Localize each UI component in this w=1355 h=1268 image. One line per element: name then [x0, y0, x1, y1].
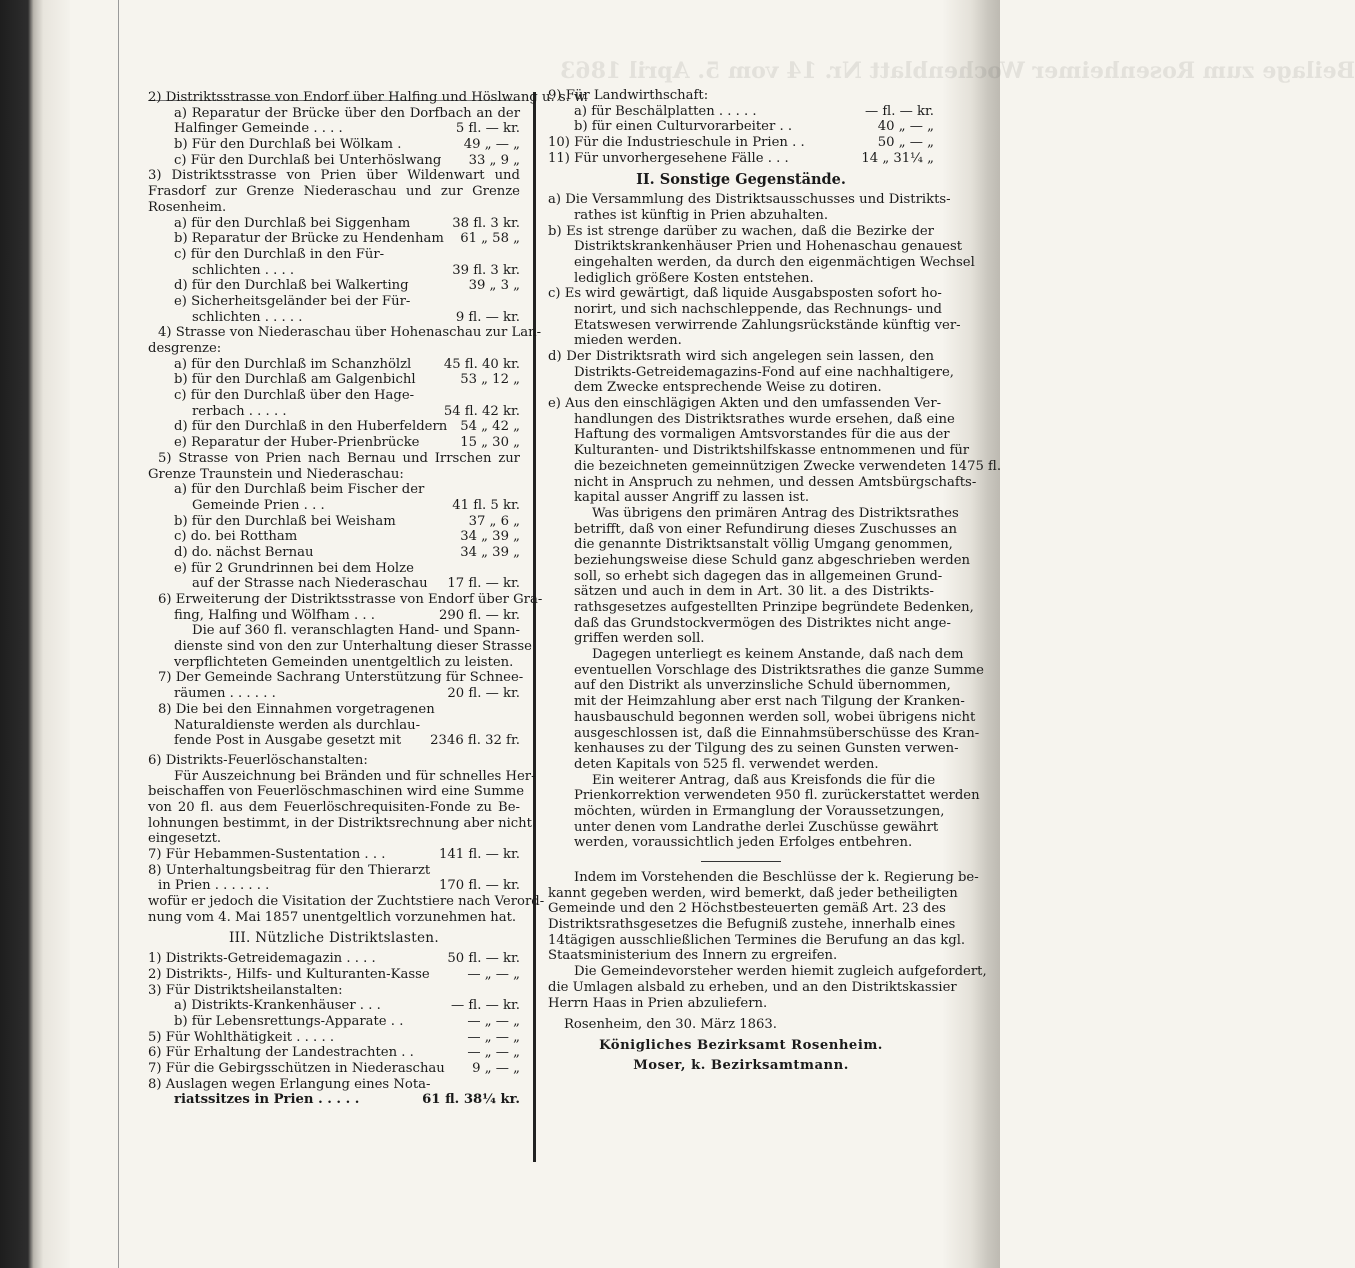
- line-text: 7) Der Gemeinde Sachrang Unterstützung für Schnee-: [158, 670, 524, 686]
- right-line: [548, 835, 934, 851]
- line-text: norirt, und sich nachschleppende, das Rechnungs- und: [574, 301, 942, 317]
- amount: 15 „ 30 „: [460, 435, 520, 451]
- line-text: 11) Für unvorhergesehene Fälle . . .: [548, 150, 789, 166]
- left-line: [148, 467, 520, 483]
- amount: 39 „ 3 „: [468, 278, 520, 294]
- right-line: [548, 380, 934, 396]
- line-text: 1) Distrikts-Getreidemagazin . . . .: [148, 951, 376, 967]
- line-text: Prienkorrektion verwendeten 950 fl. zurückerstattet werden: [574, 788, 980, 804]
- right-line: [548, 662, 984, 679]
- line-text: die genannte Distriktsanstalt völlig Umgang genommen,: [574, 537, 953, 553]
- left-line: [148, 341, 520, 357]
- left-line: [148, 482, 520, 498]
- amount: 5 fl. — kr.: [455, 121, 520, 137]
- right-line: [548, 631, 934, 647]
- line-text: fende Post in Ausgabe gesetzt mit: [174, 733, 402, 749]
- closing-paragraph: [548, 870, 987, 1011]
- line-text: kenhauses zu der Tilgung des zu seinen Gunsten verwen-: [574, 741, 959, 757]
- line-text: d) für den Durchlaß bei Walkerting: [174, 278, 409, 294]
- line-text: schlichten . . . .: [192, 262, 295, 278]
- line-text: 7) Für die Gebirgsschützen in Niederaschau: [148, 1060, 445, 1076]
- right-paragraphs: [548, 192, 1002, 851]
- line-text: beziehungsweise diese Schuld ganz abgeschrieben werden: [574, 552, 970, 568]
- amount: 37 „ 6 „: [468, 513, 520, 529]
- right-line: [548, 678, 951, 694]
- line-text: hausbauschuld begonnen werden soll, wobei übrigens nicht: [574, 709, 976, 725]
- line-text: beischaffen von Feuerlöschmaschinen wird eine Summe: [148, 784, 525, 800]
- issuing-office: Königliches Bezirksamt Rosenheim.: [599, 1037, 883, 1053]
- left-line: [148, 529, 520, 545]
- closing-line: [548, 964, 987, 980]
- line-text: Distrikts-Getreidemagazins-Fond auf eine nachhaltigere,: [574, 364, 954, 380]
- line-text: lediglich größere Kosten entstehen.: [574, 270, 814, 286]
- left-line: [148, 623, 520, 639]
- left2-line: [148, 983, 520, 999]
- line-text: Naturaldienste werden als durchlau-: [174, 717, 421, 733]
- line-text: kapital ausser Angriff zu lassen ist.: [574, 490, 810, 506]
- left-line: [148, 655, 520, 671]
- line-text: 8) Unterhaltungsbeitrag für den Thierarzt: [148, 862, 431, 878]
- line-text: c) für den Durchlaß in den Für-: [174, 246, 385, 262]
- left-line: [148, 733, 520, 749]
- line-text: Halfinger Gemeinde . . . .: [174, 121, 343, 137]
- left-line: [148, 686, 520, 702]
- left-line: [148, 435, 520, 451]
- left-line: [148, 894, 545, 910]
- right-line: [548, 615, 951, 632]
- line-text: lohnungen bestimmt, in der Distriktsrechnung aber nicht: [148, 815, 532, 831]
- line-text: 7) Für Hebammen-Sustentation . . .: [148, 847, 386, 862]
- right-line: [548, 443, 970, 459]
- left-line: [148, 294, 520, 310]
- left-line: [148, 514, 520, 530]
- left-line: [148, 263, 520, 279]
- line-text: a) für den Durchlaß im Schanzhölzl: [174, 356, 412, 372]
- left-line: [148, 910, 520, 926]
- right-line: [548, 192, 951, 208]
- right-line: [548, 286, 942, 302]
- line-text: deten Kapitals von 525 fl. verwendet werden.: [574, 756, 879, 772]
- line-text: a) Reparatur der Brücke über den Dorfbach an der: [174, 105, 520, 121]
- amount: — „ — „: [467, 1013, 520, 1029]
- line-text: von 20 fl. aus dem Feuerlöschrequisiten-Fonde zu Be-: [148, 799, 520, 815]
- line-text: d) Der Distriktsrath wird sich angelegen sein lassen, den: [548, 349, 934, 365]
- line-text: verpflichteten Gemeinden unentgeltlich zu leisten.: [174, 654, 514, 670]
- line-text: 6) Distrikts-Feuerlöschanstalten:: [148, 752, 368, 768]
- right-line: [548, 239, 963, 255]
- right-line: [548, 349, 934, 365]
- right-top-entries: [548, 88, 934, 166]
- amount: 54 „ 42 „: [460, 419, 520, 435]
- line-text: wofür er jedoch die Visitation der Zuchtstiere nach Verord-: [148, 894, 545, 910]
- line-text: 5) Strasse von Prien nach Bernau und Irrschen zur: [158, 450, 520, 466]
- line-text: Etatswesen verwirrende Zahlungsrückstände künftig ver-: [574, 317, 961, 333]
- amount: 53 „ 12 „: [460, 372, 520, 388]
- right-line: [548, 490, 934, 506]
- gutter-line: [118, 0, 119, 1268]
- right-line: [548, 427, 950, 443]
- bleed-through-header: Beilage zum Rosenheimer Wochenblatt Nr. 14 vom 5. April 1863: [560, 58, 1355, 84]
- line-text: b) Es ist strenge darüber zu wachen, daß die Bezirke der: [548, 223, 934, 239]
- line-text: dem Zwecke entsprechende Weise zu dotiren.: [574, 380, 882, 396]
- amount: 34 „ 39 „: [460, 529, 520, 545]
- right-line: [548, 819, 939, 836]
- line-text: 5) Für Wohlthätigkeit . . . . .: [148, 1029, 335, 1045]
- line-text: handlungen des Distriktsrathes wurde ersehen, daß eine: [574, 411, 955, 427]
- line-text: c) Es wird gewärtigt, daß liquide Ausgabsposten sofort ho-: [548, 286, 942, 302]
- amount: 20 fl. — kr.: [447, 686, 520, 702]
- amount: 39 fl. 3 kr.: [452, 262, 520, 278]
- closing-line: [548, 979, 957, 996]
- left-line: [148, 498, 520, 514]
- left-line: [148, 372, 520, 388]
- right-line: [548, 458, 1002, 475]
- line-text: eingesetzt.: [148, 831, 222, 847]
- line-text: desgrenze:: [148, 341, 222, 356]
- line-text: werden, voraussichtlich jeden Erfolges entbehren.: [574, 835, 913, 851]
- left-line: [148, 784, 525, 800]
- line-text: rathes ist künftig in Prien abzuhalten.: [574, 207, 829, 223]
- right-line: [548, 396, 942, 412]
- left-line: [148, 800, 520, 816]
- left-line: [148, 863, 520, 879]
- left-line: [148, 168, 520, 184]
- left-line: [148, 753, 520, 769]
- left-line: [148, 310, 520, 326]
- line-text: betrifft, daß von einer Refundirung dieses Zuschusses an: [574, 521, 957, 537]
- line-text: Kulturanten- und Distriktshilfskasse entnommenen und für: [574, 443, 970, 459]
- line-text: in Prien . . . . . . .: [158, 878, 270, 894]
- closing-line: [548, 996, 934, 1012]
- page-edge-shadow: [942, 0, 1000, 1268]
- closing-line: [548, 885, 958, 902]
- left2-line: [148, 1014, 520, 1030]
- line-text: möchten, würden in Ermanglung der Voraussetzungen,: [574, 803, 945, 819]
- left-line: [148, 768, 536, 785]
- section-heading-nuetzliche: III. Nützliche Distriktslasten.: [229, 930, 439, 947]
- line-text: die bezeichneten gemeinnützigen Zwecke verwendeten 1475 fl.: [574, 458, 1002, 474]
- left2-line: [148, 951, 520, 967]
- separator-rule: [701, 861, 781, 862]
- right-line: [548, 333, 934, 349]
- left-line: [148, 121, 520, 137]
- line-text: nung vom 4. Mai 1857 unentgeltlich vorzunehmen hat.: [148, 909, 517, 925]
- left-line: [148, 847, 520, 863]
- line-text: mieden werden.: [574, 333, 682, 349]
- line-text: Herrn Haas in Prien abzuliefern.: [548, 995, 768, 1011]
- amount: 2346 fl. 32 fr.: [430, 733, 520, 749]
- line-text: schlichten . . . . .: [192, 309, 303, 325]
- line-text: mit der Heimzahlung aber erst nach Tilgung der Kranken-: [574, 694, 965, 710]
- right-line: [548, 208, 934, 224]
- amount: 141 fl. — kr.: [439, 847, 520, 862]
- line-text: b) Für den Durchlaß bei Wölkam .: [174, 137, 402, 153]
- date-line: Rosenheim, den 30. März 1863.: [564, 1017, 777, 1033]
- line-text: 2) Distrikts-, Hilfs- und Kulturanten-Kasse: [148, 966, 430, 982]
- line-text: d) für den Durchlaß in den Huberfeldern: [174, 419, 448, 435]
- line-text: eingehalten werden, da durch den eigenmächtigen Wechsel: [574, 254, 975, 270]
- line-text: Die auf 360 fl. veranschlagten Hand- und Spann-: [192, 623, 520, 639]
- left-line: [148, 608, 520, 624]
- line-text: c) do. bei Rottham: [174, 529, 298, 545]
- left-line: [148, 357, 520, 373]
- line-text: 10) Für die Industrieschule in Prien . .: [548, 135, 805, 151]
- left-column: [148, 90, 588, 1108]
- line-text: Haftung des vormaligen Amtsvorstandes für die aus der: [574, 427, 950, 443]
- line-text: eventuellen Vorschlage des Distriktsrathes die ganze Summe: [574, 662, 984, 678]
- left-line: [148, 184, 520, 200]
- left-line: [148, 325, 542, 341]
- line-text: Indem im Vorstehenden die Beschlüsse der k. Regierung be-: [574, 870, 979, 886]
- amount: 45 fl. 40 kr.: [443, 356, 520, 372]
- left2-line: [148, 998, 520, 1014]
- line-text: 9) Für Landwirthschaft:: [548, 88, 709, 103]
- amount: — fl. — kr.: [451, 998, 520, 1014]
- left-line: [148, 451, 520, 467]
- line-text: 6) Für Erhaltung der Landestrachten . .: [148, 1045, 414, 1061]
- closing-line: [548, 917, 956, 933]
- line-text: e) Reparatur der Huber-Prienbrücke: [174, 435, 420, 451]
- left-line: [148, 90, 588, 106]
- line-text: rathsgesetzes aufgestellten Prinzipe begründete Bedenken,: [574, 600, 974, 616]
- line-text: 3) Für Distriktsheilanstalten:: [148, 982, 343, 998]
- book-spine-shadow: [0, 0, 70, 1268]
- line-text: c) Für den Durchlaß bei Unterhöslwang: [174, 152, 442, 168]
- right-line: [548, 474, 977, 491]
- left-line: [148, 153, 520, 169]
- left-line: [148, 639, 532, 655]
- line-text: sätzen und auch in dem in Art. 30 lit. a des Distrikts-: [574, 584, 934, 600]
- amount: 33 „ 9 „: [468, 152, 520, 168]
- right-line: [548, 584, 934, 600]
- left-line: [148, 592, 543, 608]
- left-line: [148, 419, 520, 435]
- line-text: a) für den Durchlaß bei Siggenham: [174, 215, 411, 231]
- right-line: [548, 521, 957, 538]
- left-line: [148, 200, 520, 216]
- left-line: [148, 216, 520, 232]
- line-text: Ein weiterer Antrag, daß aus Kreisfonds die für die: [592, 772, 936, 788]
- line-text: räumen . . . . . .: [174, 686, 276, 702]
- line-text: auf den Distrikt als unverzinsliche Schuld übernommen,: [574, 678, 951, 694]
- right-line: [548, 537, 953, 553]
- line-text: daß das Grundstockvermögen des Distriktes nicht ange-: [574, 615, 951, 631]
- amount: 290 fl. — kr.: [439, 607, 520, 623]
- closing-line: [548, 932, 966, 949]
- left-line: [148, 545, 520, 561]
- left-line: [148, 231, 520, 247]
- left-line: [148, 388, 520, 404]
- line-text: rerbach . . . . .: [192, 403, 287, 419]
- amount: 40 „ — „: [877, 119, 934, 135]
- line-text: 8) Die bei den Einnahmen vorgetragenen: [158, 701, 435, 717]
- line-text: Staatsministerium des Innern zu ergreifen.: [548, 948, 838, 964]
- line-text: Frasdorf zur Grenze Niederaschau und zur Grenze: [148, 184, 520, 200]
- line-text: riatssitzes in Prien . . . . .: [174, 1092, 360, 1108]
- line-text: a) für Beschälplatten . . . . .: [574, 103, 757, 119]
- left-line: [148, 815, 532, 832]
- line-text: Was übrigens den primären Antrag des Distriktsrathes: [592, 505, 959, 521]
- left2-line: [148, 1092, 520, 1108]
- column-divider: [533, 92, 536, 1162]
- amount: — „ — „: [467, 966, 520, 982]
- left-line: [148, 670, 524, 686]
- line-text: e) Aus den einschlägigen Akten und den umfassenden Ver-: [548, 396, 942, 412]
- amount: 50 „ — „: [877, 135, 934, 151]
- left-line: [148, 404, 520, 420]
- right-line: [548, 317, 961, 334]
- amount: 9 fl. — kr.: [455, 309, 520, 325]
- amount: 17 fl. — kr.: [447, 576, 520, 592]
- line-text: b) für den Durchlaß am Galgenbichl: [174, 372, 416, 388]
- right-line: [548, 773, 934, 789]
- line-text: a) Die Versammlung des Distriktsausschusses und Distrikts-: [548, 192, 951, 208]
- line-text: 6) Erweiterung der Distriktsstrasse von Endorf über Gra-: [158, 592, 543, 607]
- section-heading-sonstige: II. Sonstige Gegenstände.: [636, 171, 846, 189]
- left2-line: [148, 967, 520, 983]
- left-line: [148, 561, 520, 577]
- line-text: 4) Strasse von Niederaschau über Hohenaschau zur Lan-: [158, 325, 542, 341]
- line-text: ausgeschlossen ist, daß die Einnahmsüberschüsse des Kran-: [574, 725, 980, 741]
- right-line: [548, 709, 976, 726]
- right-line: [548, 364, 954, 381]
- left-line: [148, 278, 520, 294]
- line-text: b) für einen Culturvorarbeiter . .: [574, 119, 793, 135]
- line-text: kannt gegeben werden, wird bemerkt, daß jeder betheiligten: [548, 885, 958, 901]
- line-text: unter denen vom Landrathe derlei Zuschüsse gewährt: [574, 819, 939, 835]
- amount: 61 „ 58 „: [460, 231, 520, 247]
- right_top-line: [548, 88, 934, 104]
- left-line: [148, 137, 520, 153]
- closing-line: [548, 901, 946, 917]
- line-text: soll, so erhebt sich dagegen das in allgemeinen Grund-: [574, 568, 943, 584]
- line-text: 2) Distriktsstrasse von Endorf über Halfing und Höslwang u. s. w.: [148, 90, 588, 105]
- amount: 41 fl. 5 kr.: [452, 497, 520, 513]
- line-text: b) Reparatur der Brücke zu Hendenham: [174, 231, 444, 247]
- line-text: 14tägigen ausschließlichen Termines die Berufung an das kgl.: [548, 932, 966, 948]
- line-text: Gemeinde Prien . . .: [192, 497, 325, 513]
- line-text: nicht in Anspruch zu nehmen, und dessen Amtsbürgschafts-: [574, 474, 977, 490]
- right-line: [548, 694, 965, 710]
- line-text: Die Gemeindevorsteher werden hiemit zugleich aufgefordert,: [574, 964, 987, 980]
- left-line: [148, 702, 520, 718]
- left-entries: [148, 90, 588, 925]
- closing-line: [548, 948, 934, 964]
- right_top-line: [548, 135, 934, 151]
- line-text: Distriktskrankenhäuser Prien und Hohenaschau genauest: [574, 239, 963, 255]
- right-line: [548, 757, 934, 773]
- right-line: [548, 301, 942, 318]
- right_top-line: [548, 119, 934, 135]
- line-text: a) für den Durchlaß beim Fischer der: [174, 482, 425, 498]
- line-text: a) Distrikts-Krankenhäuser . . .: [174, 998, 381, 1014]
- amount: — „ — „: [467, 1029, 520, 1045]
- right-column: [548, 88, 1002, 1073]
- left2-line: [148, 1045, 520, 1061]
- right_top-line: [548, 151, 934, 167]
- right-line: [548, 725, 980, 742]
- amount: — „ — „: [467, 1045, 520, 1061]
- right-line: [548, 788, 980, 804]
- line-text: e) für 2 Grundrinnen bei dem Holze: [174, 560, 414, 576]
- line-text: Dagegen unterliegt es keinem Anstande, daß nach dem: [592, 647, 964, 663]
- left2-line: [148, 1077, 520, 1093]
- line-text: Grenze Traunstein und Niederaschau:: [148, 466, 404, 482]
- amount: 170 fl. — kr.: [439, 878, 520, 894]
- line-text: Gemeinde und den 2 Höchstbesteuerten gemäß Art. 23 des: [548, 901, 946, 917]
- right-line: [548, 568, 943, 585]
- right-line: [548, 552, 970, 569]
- amount: 54 fl. 42 kr.: [443, 403, 520, 419]
- left-nuetzliche-entries: [148, 951, 520, 1108]
- amount: 38 fl. 3 kr.: [452, 215, 520, 231]
- line-text: fing, Halfing und Wölfham . . .: [174, 607, 375, 623]
- line-text: b) für Lebensrettungs-Apparate . .: [174, 1013, 404, 1029]
- left-line: [148, 831, 520, 847]
- line-text: Distriktsrathsgesetzes die Befugniß zustehe, innerhalb eines: [548, 917, 956, 933]
- right-line: [548, 803, 945, 820]
- amount: 14 „ 31¼ „: [861, 150, 934, 166]
- line-text: e) Sicherheitsgeländer bei der Für-: [174, 293, 411, 309]
- line-text: 3) Distriktsstrasse von Prien über Wildenwart und: [148, 168, 520, 184]
- right-line: [548, 505, 959, 522]
- right-line: [548, 254, 975, 271]
- left-line: [148, 247, 520, 263]
- left-line: [148, 718, 520, 734]
- left-line: [148, 576, 520, 592]
- right-line: [548, 271, 934, 287]
- left-line: [148, 878, 520, 894]
- amount: 34 „ 39 „: [460, 544, 520, 560]
- right-line: [548, 600, 974, 616]
- line-text: Für Auszeichnung bei Bränden und für schnelles Her-: [174, 768, 536, 784]
- right-line: [548, 647, 964, 663]
- amount: 61 fl. 38¼ kr.: [422, 1092, 520, 1108]
- amount: 50 fl. — kr.: [447, 951, 520, 967]
- amount: 9 „ — „: [472, 1060, 520, 1076]
- right-line: [548, 224, 934, 240]
- amount: — fl. — kr.: [865, 103, 934, 119]
- line-text: dienste sind von den zur Unterhaltung dieser Strasse: [174, 639, 532, 655]
- right-line: [548, 411, 955, 428]
- line-text: b) für den Durchlaß bei Weisham: [174, 513, 396, 529]
- line-text: Rosenheim.: [148, 199, 227, 215]
- right-line: [548, 741, 959, 757]
- left2-line: [148, 1030, 520, 1046]
- line-text: c) für den Durchlaß über den Hage-: [174, 388, 415, 404]
- line-text: 8) Auslagen wegen Erlangung eines Nota-: [148, 1076, 431, 1092]
- amount: 49 „ — „: [463, 137, 520, 153]
- line-text: die Umlagen alsbald zu erheben, und an den Distriktskassier: [548, 979, 957, 995]
- right_top-line: [548, 104, 934, 120]
- signature: Moser, k. Bezirksamtmann.: [633, 1057, 849, 1073]
- line-text: auf der Strasse nach Niederaschau: [192, 576, 428, 592]
- closing-line: [548, 870, 979, 886]
- left-line: [148, 106, 520, 122]
- left2-line: [148, 1061, 520, 1077]
- line-text: griffen werden soll.: [574, 631, 705, 647]
- line-text: d) do. nächst Bernau: [174, 544, 314, 560]
